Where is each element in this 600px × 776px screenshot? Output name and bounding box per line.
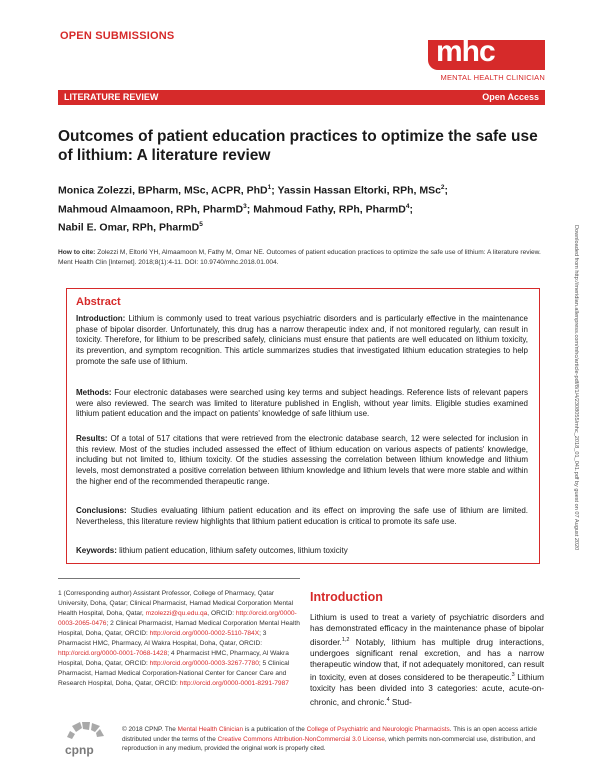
author-list: Monica Zolezzi, BPharm, MSc, ACPR, PhD$^1$; Yassin Hassan Eltorki, RPh, MSc$^2$; Mahmoud Almaamoon, RPh, PharmD$^3$; Mahmoud Fathy, RPh, PharmD$^4$; Nabil E. Omar, RPh, PharmD$^5$ — [58, 184, 449, 234]
orcid-link[interactable]: http://orcid.org/0000-0001-7068-1428 — [58, 650, 168, 657]
email-link[interactable]: mzolezzi@qu.edu.qa — [145, 610, 208, 617]
author-affiliation: 1 — [267, 184, 272, 191]
how-to-cite-label: How to cite: — [58, 249, 96, 256]
abstract-results: Results: Of a total of 517 citations that were retrieved from the electronic database search, 12 were selected for inclusion in this review. Most of the studies included assessed the effect of lithium education on various aspects of patients' knowledge, including but not limited to, lithium toxicity. Of the studies assessing the correlation between lithium knowledge and lithium levels, most demonstrated a positive correlation between lithium knowledge and lithium levels that were more stable and within the higher end of the recommended therapeutic range. — [76, 434, 528, 486]
download-side-note — [571, 225, 581, 665]
open-access-label: Open Access — [482, 92, 539, 102]
author-name: Yassin Hassan Eltorki, RPh, MSc — [277, 184, 441, 197]
orcid-link[interactable]: http://orcid.org/0000-0003-3267-7780 — [149, 660, 259, 667]
author-affiliation: 3 — [243, 202, 247, 210]
author-affiliation: 5 — [199, 221, 203, 228]
author-affiliation: 4 — [405, 202, 410, 210]
cpnp-logo — [62, 722, 112, 762]
orcid-link[interactable]: http://orcid.org/0000-0002-5110-784X — [149, 630, 260, 637]
introduction-heading: Introduction — [310, 590, 383, 604]
abstract-conclusions: Conclusions: Studies evaluating lithium patient education and its effect on improving the safe use of lithium are limited. Nevertheless, this literature review highlights that lithium patient education is critical to promote its safe use. — [76, 506, 528, 526]
section-label: OPEN SUBMISSIONS — [60, 30, 175, 42]
license-statement: © 2018 CPNP. The Mental Health Clinician is a publication of the College of Psychiatric and Neurologic Pharmacists. This is an open access article distributed under the terms of the Creative Commons Attribution-NonCommercial 3.0 License, which permits non-commercial use, distribution, and reproduction in any medium, provided the original work is properly cited. — [122, 726, 538, 752]
citation-text: Zolezzi M, Eltorki YH, Almaamoon M, Fathy M, Omar NE. Outcomes of patient education practices to optimize the safe use of lithium: A literature review. Ment Health Clin [Internet]. 2018;8(1):4-11. DOI: 10.9740/mhc.2018.01.004. — [58, 249, 541, 266]
author-name: Monica Zolezzi, BPharm, MSc, ACPR, PhD — [58, 184, 268, 197]
author-name: Nabil E. Omar, RPh, PharmD — [58, 221, 200, 234]
download-note-text: Downloaded from http://meridian.allenpress.com/mhc/article-pdf/8/1/4/2308055/mhc_2018_01_041.pdf by guest on 07 August 2020 — [573, 225, 579, 551]
abstract-heading: Abstract — [76, 296, 121, 308]
author-name: Mahmoud Almaamoon, RPh, PharmD — [58, 203, 244, 215]
orcid-link[interactable]: http://orcid.org/0000-0003-2065-0476 — [58, 610, 297, 627]
abstract-methods: Methods: Four electronic databases were searched using key terms and subject headings. Reference lists of relevant papers were also reviewed. The search was limited to literature published in English, without year limits. Eligible studies examined lithium patient education and the impact on patients' knowledge of safe lithium use. — [76, 388, 528, 419]
journal-link[interactable]: Mental Health Clinician — [177, 726, 243, 733]
introduction-body: Lithium is used to treat a variety of psychiatric disorders and has demonstrated efficacy in the maintenance phase of bipolar disorder.$^{1,2}$ Notably, lithium has multiple drug interactions, undergoes significant renal excretion, and has a narrow therapeutic window that, if not adequately monitored, can result in toxicity, even at doses considered to be therapeutic.$^3$ Lithium toxicity has been divided into 3 categories: acute, acute-on-chronic, and chronic.$^4$ Stud- — [310, 612, 544, 707]
license-link[interactable]: Creative Commons Attribution-NonCommercial 3.0 License — [217, 735, 385, 743]
abstract-keywords: Keywords: lithium patient education, lithium safety outcomes, lithium toxicity — [76, 546, 348, 555]
cpnp-logo-text: cpnp — [65, 743, 94, 757]
article-title: Outcomes of patient education practices to optimize the safe use of lithium: A literature review — [58, 128, 538, 164]
abstract-introduction: Introduction: Lithium is commonly used to treat various psychiatric disorders and is particularly effective in the maintenance phase of bipolar disorder. Unfortunately, this drug has a narrow therapeutic index and, if not monitored regularly, can result in toxicity. Therefore, for lithium to be prescribed safely, clinicians must ensure that patients are well educated on lithium toxicity, its prevention, and symptom recognition. This article summarizes studies that investigated lithium education strategies to help promote the safe use of lithium. — [76, 314, 528, 366]
affiliation-footnote: 1 (Corresponding author) Assistant Professor, College of Pharmacy, Qatar University, Doha, Qatar; Clinical Pharmacist, Hamad Medical Corporation Mental Health Hospital, Doha, Qatar, mzolezzi@qu.edu.qa, ORCID: http://orcid.org/0000-0003-2065-0476; 2 Clinical Pharmacist, Hamad Medical Corporation Mental Health Hospital, Doha, Qatar, ORCID: http://orcid.org/0000-0002-5110-784X; 3 Pharmacist HMC, Pharmacy, Al Wakra Hospital, Doha, Qatar, ORCID: http://orcid.org/0000-0001-7068-1428; 4 Pharmacist HMC, Pharmacy, Al Wakra Hospital, Doha, Qatar, ORCID: http://orcid.org/0000-0003-3267-7780; 5 Clinical Pharmacist, Hamad Medical Corporation-National Center for Cancer Care and Research Hospital, Doha, Qatar, ORCID: http://orcid.org/0000-0001-8291-7987 — [58, 590, 300, 687]
cpnp-link[interactable]: College of Psychiatric and Neurologic Pharmacists — [306, 726, 450, 733]
author-affiliation: 2 — [440, 184, 445, 191]
author-name: Mahmoud Fathy, RPh, PharmD — [253, 203, 406, 215]
journal-logo-text: mhc — [436, 35, 495, 68]
orcid-link[interactable]: http://orcid.org/0000-0001-8291-7987 — [179, 680, 289, 687]
journal-logo-subtitle: MENTAL HEALTH CLINICIAN — [440, 73, 545, 82]
article-type: LITERATURE REVIEW — [64, 92, 159, 102]
footnote-separator — [58, 578, 300, 579]
how-to-cite — [58, 248, 548, 268]
